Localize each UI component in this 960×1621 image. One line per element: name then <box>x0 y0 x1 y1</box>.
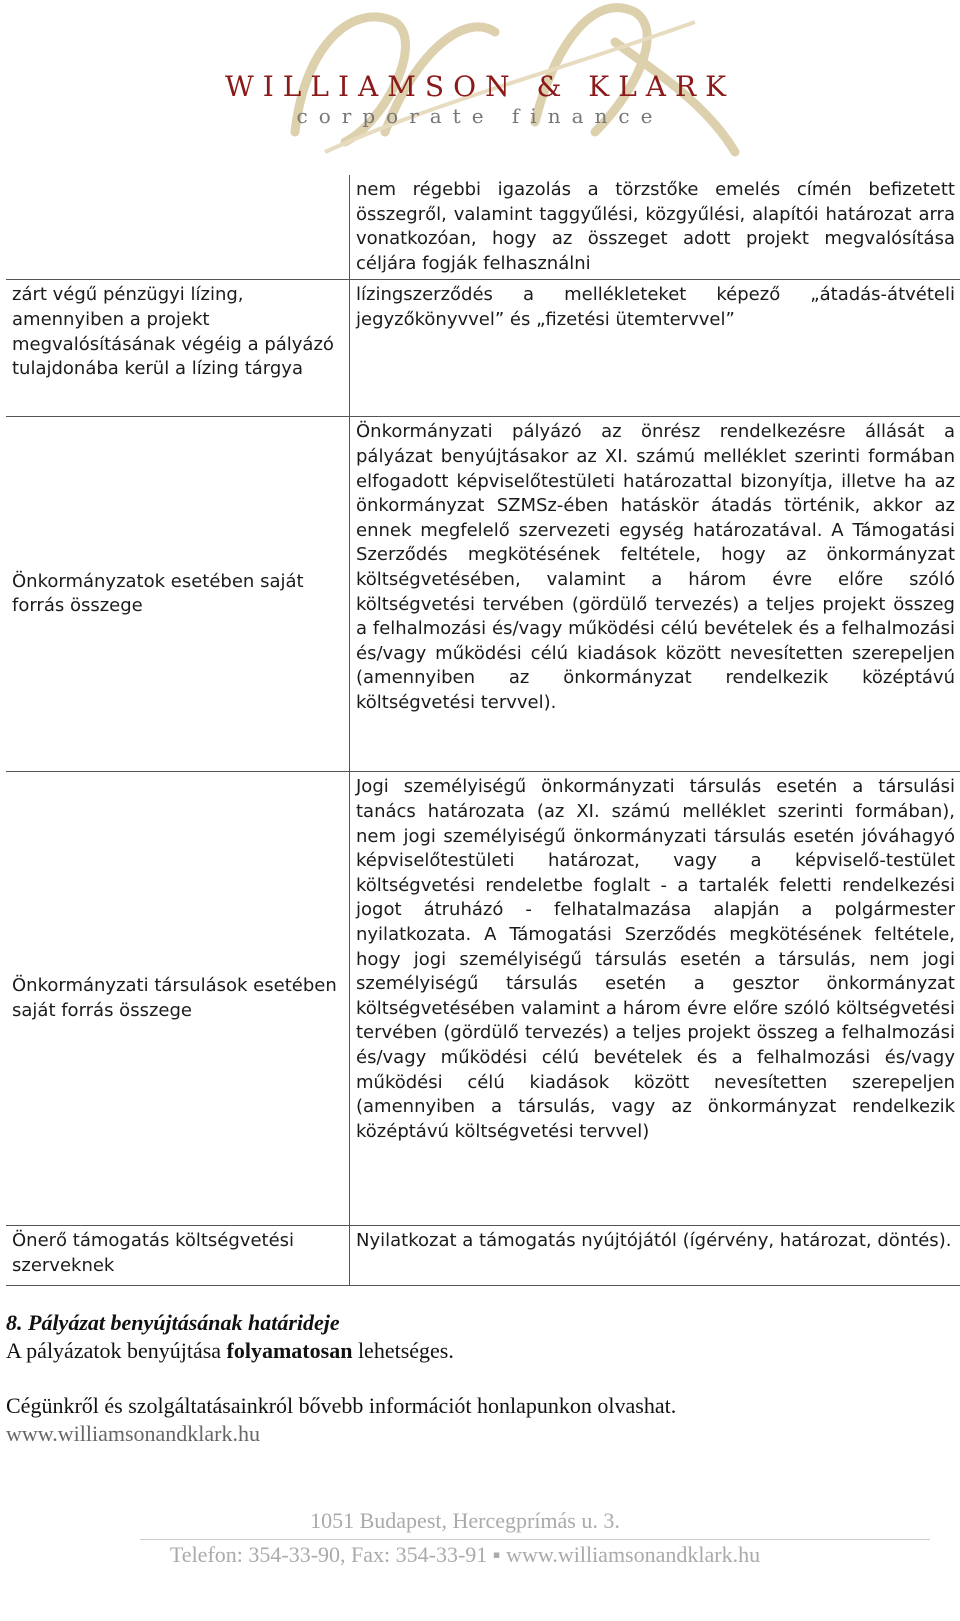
table-row <box>6 772 960 1226</box>
table-cell-right: nem régebbi igazolás a törzstőke emelés címén befizetett összegről, valamint taggyűlési, közgyűlési, alapítói határozat arra vonatkozóan, hogy az összeget adott projekt megvalósítása céljára fogják felhasználni <box>356 179 955 274</box>
brand-name: WILLIAMSON & KLARK <box>224 70 736 103</box>
table-cell-left: Önkormányzatok esetében saját forrás összege <box>6 417 350 772</box>
table-row <box>6 280 960 417</box>
table-cell-right: Nyilatkozat a támogatás nyújtójától (ígérvény, határozat, döntés). <box>350 1226 960 1286</box>
requirements-table <box>6 175 960 1286</box>
section-title: 8. Pályázat benyújtásának határideje <box>6 1310 340 1335</box>
section-body-emphasis: folyamatosan <box>226 1338 353 1363</box>
section-body-end: lehetséges. <box>352 1338 454 1363</box>
table-cell-left: Önerő támogatás költségvetési szerveknek <box>6 1226 350 1286</box>
section-body <box>6 1338 454 1364</box>
table-cell-right: Jogi személyiségű önkormányzati társulás esetén a társulási tanács határozata (az XI. számú melléklet szerinti formában), nem jogi személyiségű önkormányzati társulás esetén jóváhagyó képviselőtestületi határozat, vagy a képviselő-testület költségvetési rendeletbe foglalt - a tartalék feletti rendelkezési jogot átruházó - felhatalmazása alapján a polgármester nyilatkozata. A Támogatási Szerződés megkötésének feltétele, hogy jogi személyiségű társulás esetén a társulás, nem jogi személyiségű társulás esetén a gesztor önkormányzat költségvetésében valamint a három évre előre szóló költségvetési tervében (gördülő tervezés) a teljes projekt összeg a felhalmozási és/vagy működési célú bevételek és a felhalmozási és/vagy működési célú kiadások között nevesítetten szerepeljen (amennyiben a társulás, vagy az önkormányzat rendelkezik középtávú költségvetési tervvel) <box>350 772 960 1226</box>
table-row <box>6 1226 960 1286</box>
brand-subtitle: corporate finance <box>296 104 664 128</box>
section-body-start: A pályázatok benyújtása <box>6 1338 227 1363</box>
table-cell-right: Önkormányzati pályázó az önrész rendelkezésre állását a pályázat benyújtásakor az XI. számú melléklet szerinti formában elfogadott képviselőtestületi határozattal bizonyítja, illetve ha az önkormányzat SZMSz-ében hatáskör átadás történik, akkor az ennek megfelelő szervezeti egység határozatával. A Támogatási Szerződés megkötésének feltétele, hogy az önkormányzat költségvetésében, valamint a három évre előre szóló költségvetési tervében (gördülő tervezés) a teljes projekt összeg a felhalmozási és/vagy működési célú bevételek és a felhalmozási és/vagy működési célú kiadások között nevesítetten szerepeljen (amennyiben az önkormányzat rendelkezik középtávú költségvetési tervvel). <box>350 417 960 772</box>
footer-contact: Telefon: 354-33-90, Fax: 354-33-91 ▪ www.williamsonandklark.hu <box>169 1542 761 1567</box>
website-link[interactable]: www.williamsonandklark.hu <box>6 1421 260 1446</box>
table-row <box>6 175 960 280</box>
table-cell-left: Önkormányzati társulások esetében saját forrás összege <box>6 772 350 1226</box>
info-text: Cégünkről és szolgáltatásainkról bővebb információt honlapunkon olvashat. <box>6 1393 677 1418</box>
table-row <box>6 417 960 772</box>
table-cell-left: zárt végű pénzügyi lízing, amennyiben a projekt megvalósításának végéig a pályázó tulajdonába kerül a lízing tárgya <box>6 280 350 417</box>
table-cell-left <box>6 175 350 280</box>
footer-address: 1051 Budapest, Hercegprímás u. 3. <box>310 1508 620 1533</box>
footer-divider <box>140 1539 930 1540</box>
table-cell-right: lízingszerződés a mellékleteket képező „átadás-átvételi jegyzőkönyvvel” és „fizetési ütemtervvel” <box>350 280 960 417</box>
page-header <box>0 0 960 170</box>
